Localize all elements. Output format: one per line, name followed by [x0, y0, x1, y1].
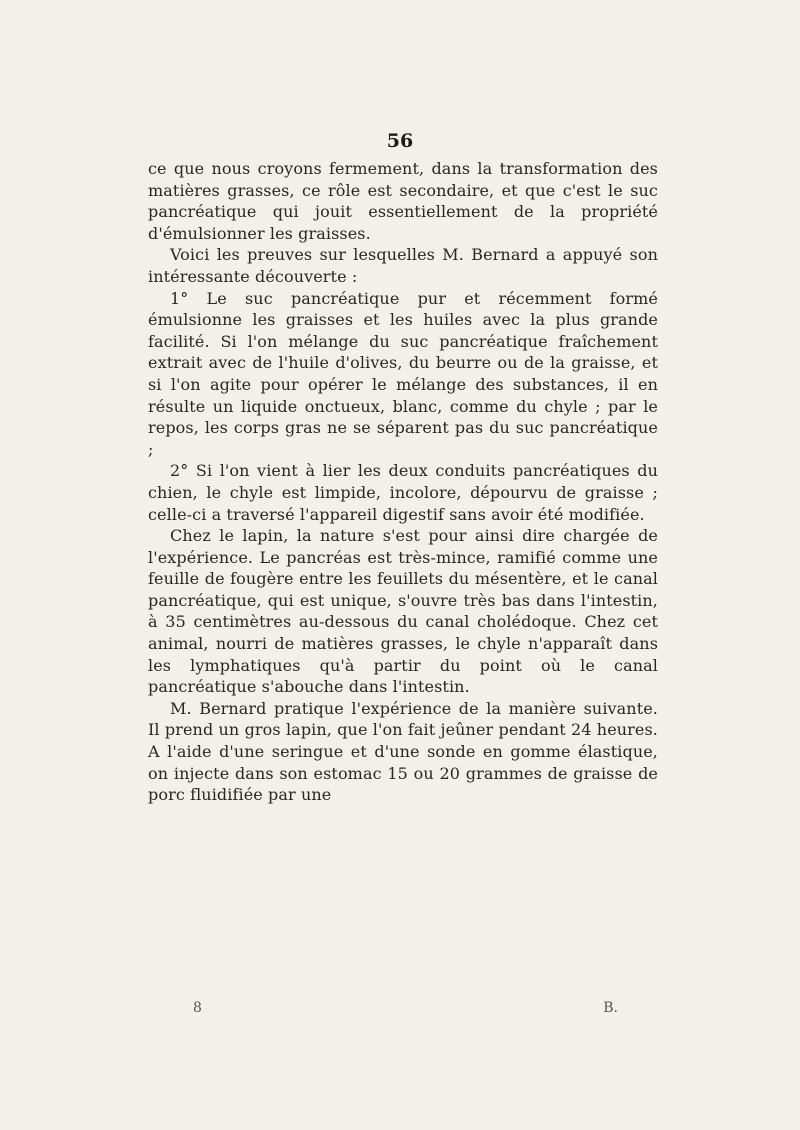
page-number: 56 — [386, 130, 414, 152]
paragraph-6: M. Bernard pratique l'expérience de la manière suivante. Il prend un gros lapin, que l'on fait jeûner pendant 24 heures. A l'aide d'une seringue et d'une sonde en gomme élastique, on injecte dans son estomac 15 ou 20 grammes de graisse de porc fluidifiée par une — [148, 698, 658, 805]
page-footer — [148, 1000, 658, 1016]
printer-mark: B. — [603, 1000, 618, 1016]
body-text — [148, 158, 658, 806]
signature-mark: 8 — [193, 1000, 202, 1016]
paragraph-2: Voici les preuves sur lesquelles M. Bernard a appuyé son intéressante découverte : — [148, 245, 658, 286]
paragraph-1: ce que nous croyons fermement, dans la transformation des matières grasses, ce rôle est secondaire, et que c'est le suc pancréatique qui jouit essentiellement de la propriété d'émulsionner les graisses. — [148, 159, 658, 243]
paragraph-5: Chez le lapin, la nature s'est pour ainsi dire chargée de l'expérience. Le pancréas est très-mince, ramifié comme une feuille de fougère entre les feuillets du mésentère, et le canal pancréatique, qui est unique, s'ouvre très bas dans l'intestin, à 35 centimètres au-dessous du canal cholédoque. Chez cet animal, nourri de matières grasses, le chyle n'apparaît dans les lymphatiques qu'à partir du point où le canal pancréatique s'abouche dans l'intestin. — [148, 526, 658, 697]
paragraph-3: 1° Le suc pancréatique pur et récemment formé émulsionne les graisses et les huiles avec la plus grande facilité. Si l'on mélange du suc pancréatique fraîchement extrait avec de l'huile d'olives, du beurre ou de la graisse, et si l'on agite pour opérer le mélange des substances, il en résulte un liquide onctueux, blanc, comme du chyle ; par le repos, les corps gras ne se séparent pas du suc pancréatique ; — [148, 288, 658, 459]
paragraph-4: 2° Si l'on vient à lier les deux conduits pancréatiques du chien, le chyle est limpide, incolore, dépourvu de graisse ; celle-ci a traversé l'appareil digestif sans avoir été modifiée. — [148, 461, 658, 524]
